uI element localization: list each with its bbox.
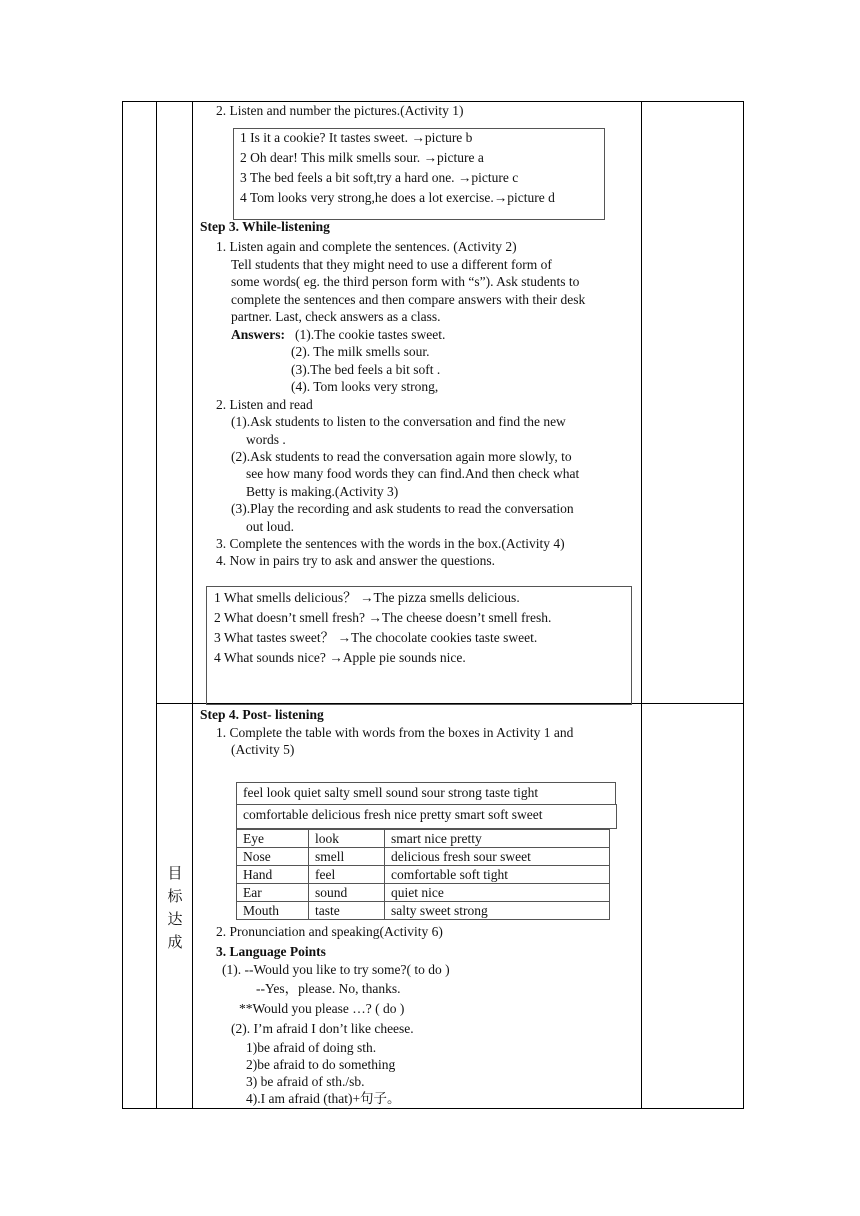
step4-item1-cont: (Activity 5) (231, 742, 295, 757)
step3-item1-text: some words( eg. the third person form with “s”). Ask students to (231, 274, 580, 289)
step4-item1: 1. Complete the table with words from the boxes in Activity 1 and (216, 725, 574, 740)
step3-item2-text: Betty is making.(Activity 3) (246, 484, 399, 499)
section-label-char: 标 (167, 887, 183, 905)
answer-line: (4). Tom looks very strong, (291, 379, 439, 394)
table-cell: sound (309, 884, 385, 902)
language-point-2-item: 4).I am afraid (that)+句子。 (246, 1091, 401, 1106)
step3-item2-text: (1).Ask students to listen to the conversation and find the new (231, 414, 566, 429)
step3-item2-text: see how many food words they can find.And then check what (246, 466, 580, 481)
box2-line: 2 What doesn’t smell fresh? →The cheese doesn’t smell fresh. (214, 610, 552, 625)
box1-line: 3 The bed feels a bit soft,try a hard one. →picture c (240, 170, 519, 185)
step3-item2-text: (2).Ask students to read the conversation again more slowly, to (231, 449, 572, 464)
table-row (237, 884, 610, 902)
senses-table (236, 829, 610, 920)
grid-col-5 (743, 101, 744, 1109)
answer-line: (2). The milk smells sour. (291, 344, 430, 359)
step3-item3: 3. Complete the sentences with the words in the box.(Activity 4) (216, 536, 565, 551)
grid-col-3 (192, 101, 193, 1109)
activity1-instruction: 2. Listen and number the pictures.(Activity 1) (216, 103, 464, 118)
language-point-1-note: **Would you please …? ( do ) (239, 1001, 405, 1016)
step3-item2-text: out loud. (246, 519, 295, 534)
language-point-1: (1). --Would you like to try some?( to do ) (222, 962, 450, 977)
step3-item2-text: words . (246, 432, 286, 447)
language-point-2-item: 2)be afraid to do something (246, 1057, 396, 1072)
answer-line: (3).The bed feels a bit soft . (291, 362, 441, 377)
table-cell: smell (309, 848, 385, 866)
step3-item1-text: Tell students that they might need to use a different form of (231, 257, 552, 272)
table-row (237, 866, 610, 884)
table-cell: look (309, 830, 385, 848)
table-row (237, 830, 610, 848)
box1-line: 1 Is it a cookie? It tastes sweet. →picture b (240, 130, 473, 145)
grid-col-1 (122, 101, 123, 1109)
table-cell: Ear (237, 884, 309, 902)
grid-col-2 (156, 101, 157, 1109)
box2-line: 1 What smells delicious？ →The pizza smells delicious. (214, 590, 520, 605)
section-label-char: 达 (167, 910, 183, 928)
table-row (237, 848, 610, 866)
step3-item2-text: (3).Play the recording and ask students to read the conversation (231, 501, 574, 516)
table-cell: salty sweet strong (385, 902, 610, 920)
table-cell: quiet nice (385, 884, 610, 902)
section-label-char: 成 (167, 933, 183, 951)
box2-line: 3 What tastes sweet？ →The chocolate cookies taste sweet. (214, 630, 538, 645)
step3-item1: 1. Listen again and complete the sentences. (Activity 2) (216, 239, 517, 254)
table-cell: Eye (237, 830, 309, 848)
language-point-2: (2). I’m afraid I don’t like cheese. (231, 1021, 414, 1036)
step4-item2: 2. Pronunciation and speaking(Activity 6) (216, 924, 443, 939)
table-cell: Mouth (237, 902, 309, 920)
box2-line: 4 What sounds nice? →Apple pie sounds nice. (214, 650, 466, 665)
answer-line: (1).The cookie tastes sweet. (295, 327, 446, 342)
step4-item3: 3. Language Points (216, 944, 326, 959)
box1-line: 4 Tom looks very strong,he does a lot exercise.→picture d (240, 190, 555, 205)
language-point-2-item: 1)be afraid of doing sth. (246, 1040, 377, 1055)
language-point-1-reply: --Yes，please. No, thanks. (256, 981, 401, 996)
step3-item1-text: complete the sentences and then compare answers with their desk (231, 292, 586, 307)
step3-heading: Step 3. While-listening (200, 219, 330, 234)
word-box-line: feel look quiet salty smell sound sour strong taste tight (243, 785, 539, 800)
step3-item2: 2. Listen and read (216, 397, 313, 412)
word-box-line: comfortable delicious fresh nice pretty smart soft sweet (243, 807, 543, 822)
grid-col-4 (641, 101, 642, 1109)
grid-bottom (122, 1108, 744, 1109)
language-point-2-item: 3) be afraid of sth./sb. (246, 1074, 365, 1089)
table-cell: feel (309, 866, 385, 884)
table-cell: delicious fresh sour sweet (385, 848, 610, 866)
step4-heading: Step 4. Post- listening (200, 707, 324, 722)
section-label-char: 目 (167, 864, 183, 882)
table-cell: taste (309, 902, 385, 920)
step3-item1-text: partner. Last, check answers as a class. (231, 309, 441, 324)
table-cell: comfortable soft tight (385, 866, 610, 884)
table-cell: Nose (237, 848, 309, 866)
box1-line: 2 Oh dear! This milk smells sour. →picture a (240, 150, 484, 165)
table-cell: Hand (237, 866, 309, 884)
answers-label: Answers: (231, 327, 285, 342)
step3-item4: 4. Now in pairs try to ask and answer the questions. (216, 553, 495, 568)
table-row (237, 902, 610, 920)
table-cell: smart nice pretty (385, 830, 610, 848)
